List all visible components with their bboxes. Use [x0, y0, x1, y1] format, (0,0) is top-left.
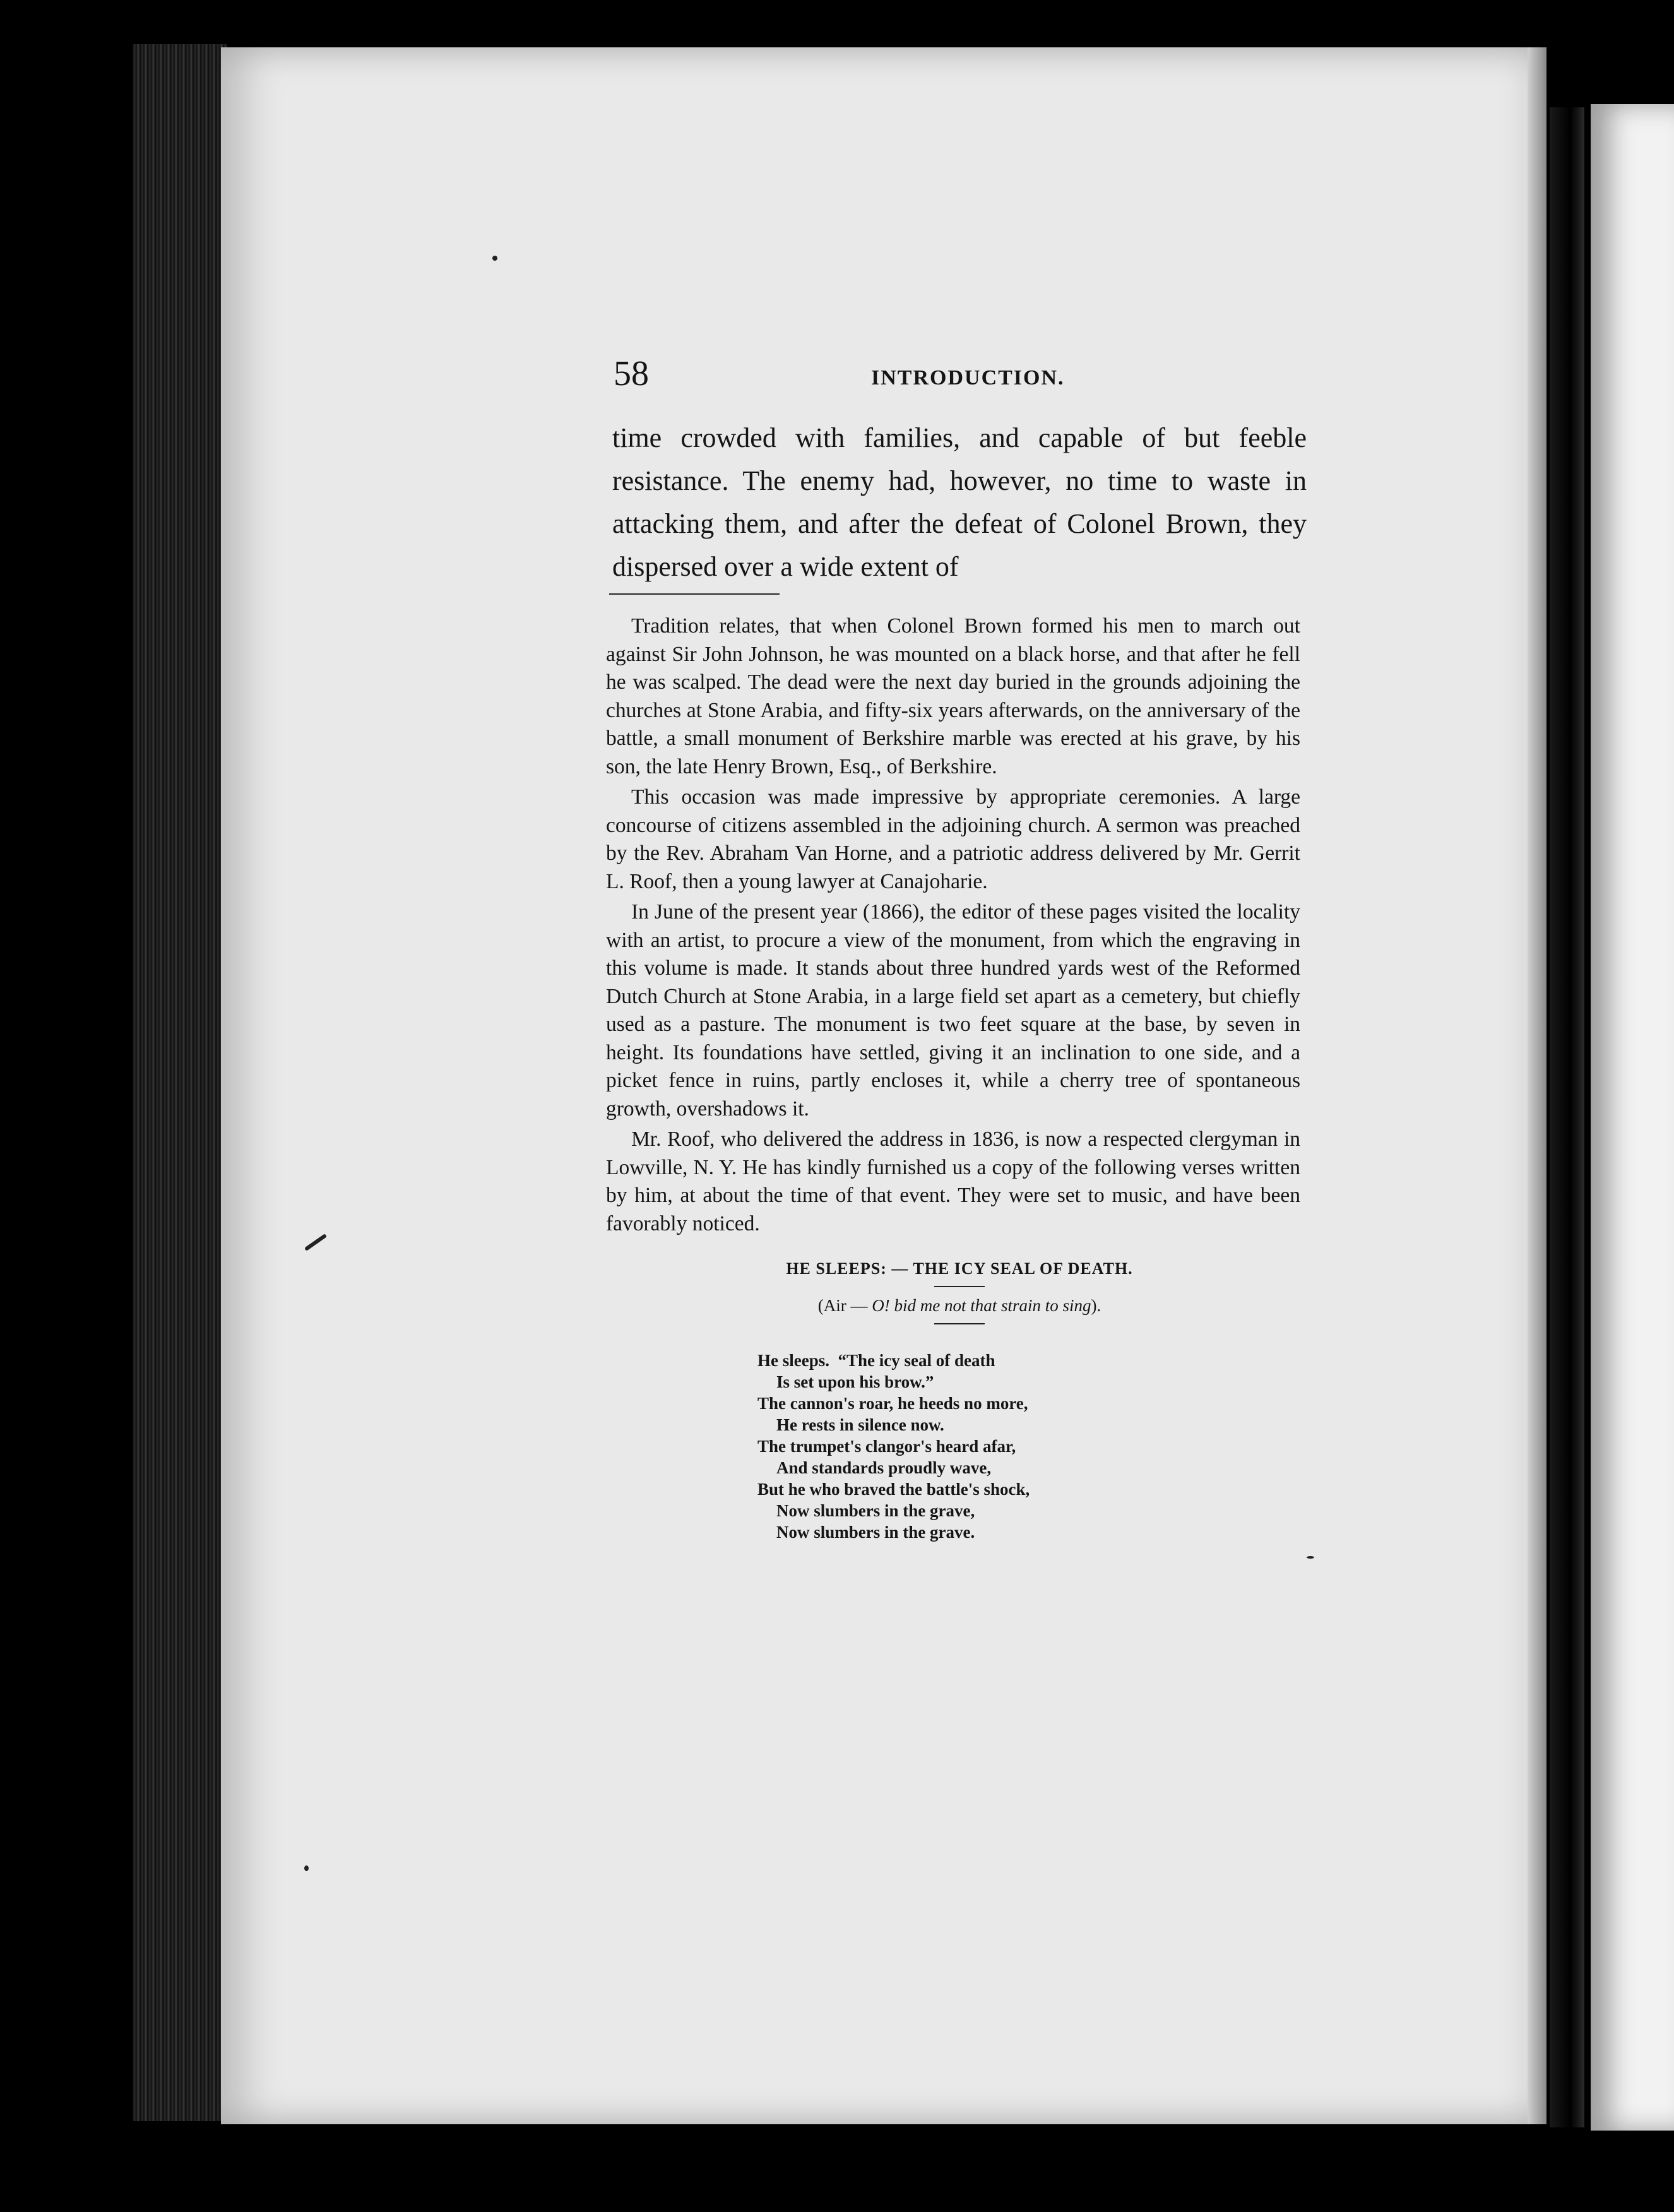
- poem-line: The trumpet's clangor's heard afar,: [757, 1437, 1016, 1456]
- poem-air: [581, 1296, 1338, 1316]
- poem-line: Now slumbers in the grave.: [776, 1523, 975, 1542]
- page-number: 58: [614, 354, 649, 393]
- running-title: INTRODUCTION.: [871, 366, 1065, 389]
- paper-speck: [304, 1865, 309, 1871]
- running-head: [581, 354, 1319, 410]
- paper-speck: [1307, 1556, 1314, 1559]
- paper-speck: [492, 256, 497, 261]
- footnote-rule: [609, 593, 780, 595]
- poem-line: He sleeps. “The icy seal of death: [757, 1351, 995, 1370]
- book-spine-shadow: [1550, 107, 1584, 2127]
- poem: [757, 1350, 1319, 1543]
- footnote-paragraph: Mr. Roof, who delivered the address in 1836, is now a respected clergyman in Lowville, N. Y. He has kindly furnished us a copy of the following verses written by him, at about the time of that event. They were set to music, and have been favorably noticed.: [606, 1127, 1300, 1235]
- poem-line: He rests in silence now.: [776, 1415, 944, 1434]
- body-paragraph: time crowded with families, and capable of but feeble resistance. The enemy had, however, no time to waste in attacking them, and after the defeat of Colonel Brown, they dispersed over a wide extent of: [612, 422, 1307, 582]
- poem-air-rule: [934, 1323, 985, 1324]
- footnote-paragraph: This occasion was made impressive by appropriate ceremonies. A large concourse of citizens assembled in the adjoining church. A sermon was preached by the Rev. Abraham Van Horne, and a patriotic address delivered by Mr. Gerrit L. Roof, then a young lawyer at Canajoharie.: [606, 785, 1300, 893]
- page-gutter: [1528, 47, 1546, 2124]
- poem-air-prefix: (Air —: [817, 1296, 872, 1315]
- facing-page-edge: [1591, 104, 1674, 2131]
- poem-air-suffix: ).: [1091, 1296, 1101, 1315]
- page-content: [581, 354, 1319, 1543]
- paper-mark: [304, 1234, 327, 1251]
- footnote-paragraph: In June of the present year (1866), the editor of these pages visited the locality with an artist, to procure a view of the monument, from which the engraving in this volume is made. It stands about three hundred yards west of the Reformed Dutch Church at Stone Arabia, in a large field set apart as a cemetery, but chiefly used as a pasture. The monument is two feet square at the base, by seven in height. Its foundations have settled, giving it an inclination to one side, and a picket fence in ruins, partly encloses it, while a cherry tree of spontaneous growth, overshadows it.: [606, 900, 1300, 1121]
- poem-line: Is set upon his brow.”: [776, 1372, 934, 1391]
- poem-line: Now slumbers in the grave,: [776, 1501, 975, 1520]
- footnote-paragraph: Tradition relates, that when Colonel Brown formed his men to march out against Sir John Johnson, he was mounted on a black horse, and that after he fell he was scalped. The dead were the next day buried in the grounds adjoining the churches at Stone Arabia, and fifty-six years afterwards, on the anniversary of the battle, a small monument of Berkshire marble was erected at his grave, by his son, the late Henry Brown, Esq., of Berkshire.: [606, 614, 1300, 778]
- poem-line: And standards proudly wave,: [776, 1458, 992, 1477]
- poem-line: But he who braved the battle's shock,: [757, 1480, 1030, 1499]
- book-edge-left: [133, 44, 227, 2121]
- poem-title: HE SLEEPS: — THE ICY SEAL OF DEATH.: [786, 1259, 1133, 1278]
- footnote: [581, 612, 1319, 1238]
- poem-line: The cannon's roar, he heeds no more,: [757, 1394, 1028, 1413]
- poem-air-tune: O! bid me not that strain to sing: [872, 1296, 1091, 1315]
- poem-title-rule: [934, 1286, 985, 1287]
